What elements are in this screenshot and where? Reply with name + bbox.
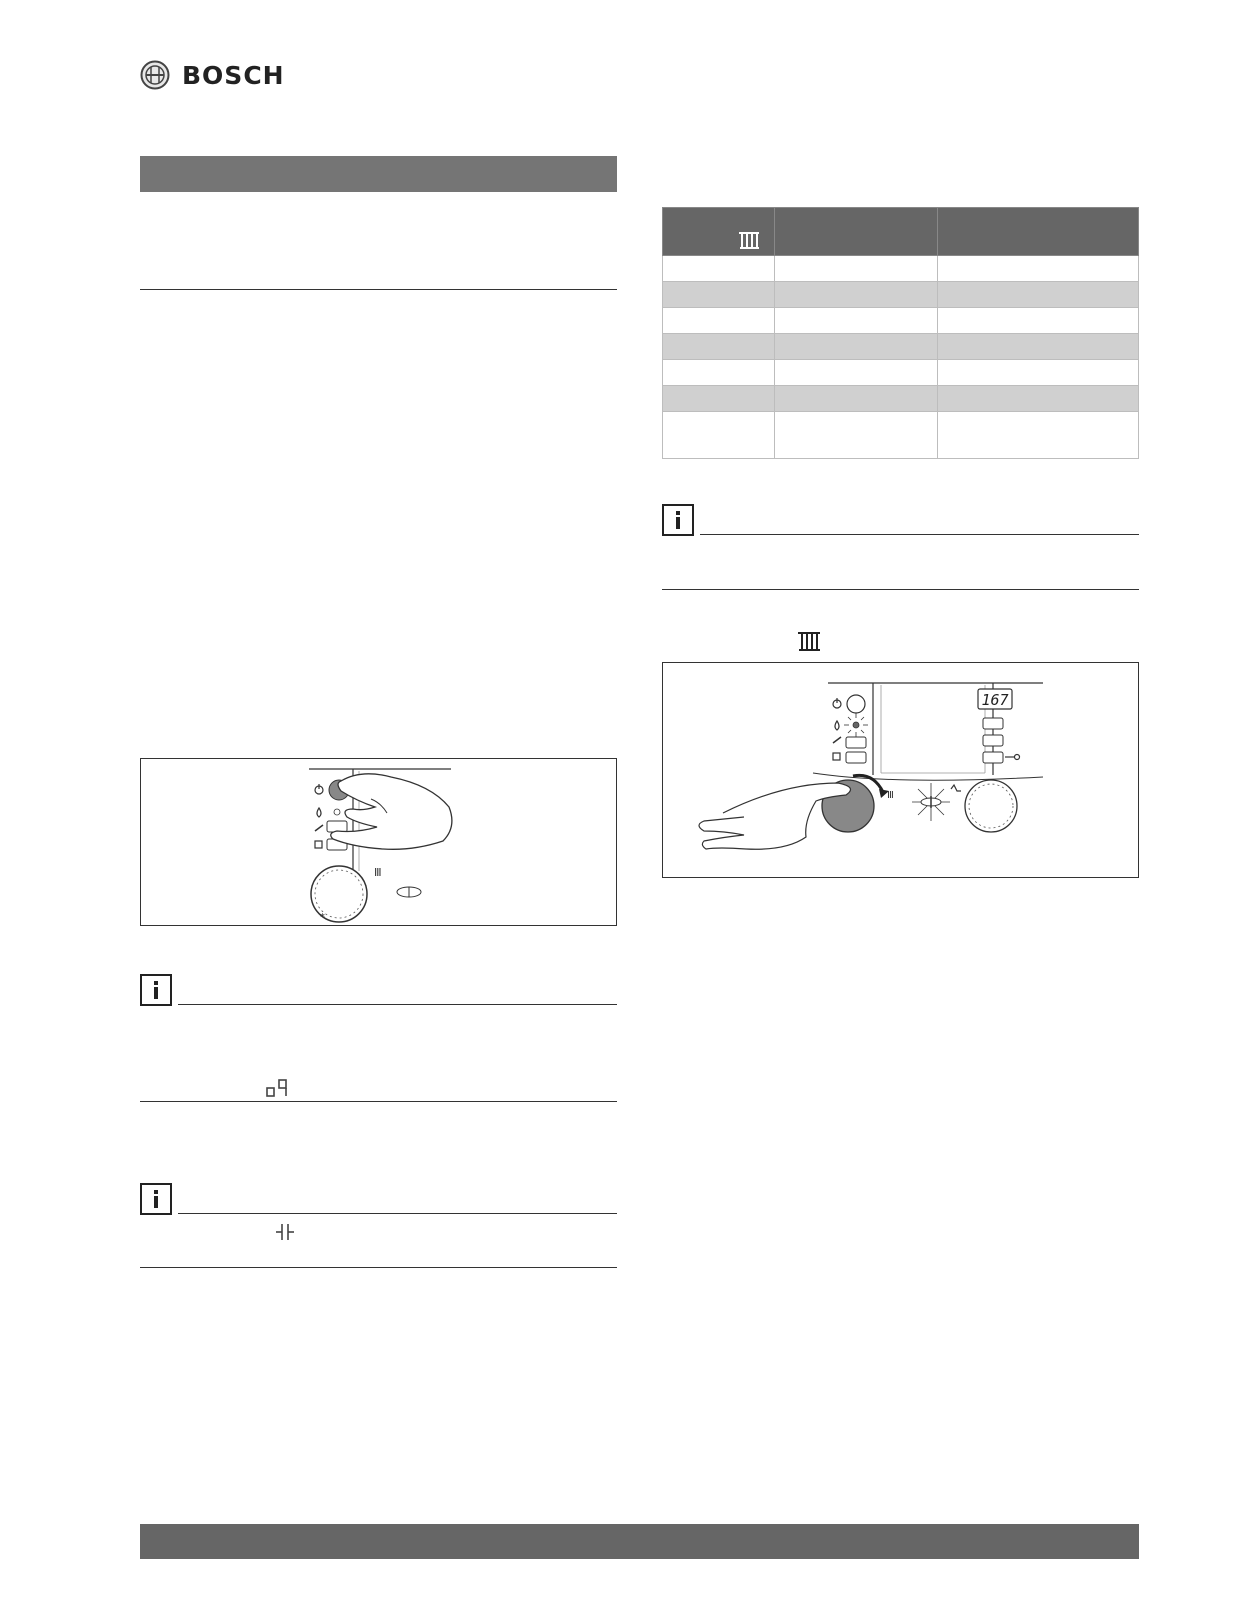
svg-text:Ⅲ: Ⅲ	[887, 790, 894, 801]
figure-control-panel-button	[140, 758, 617, 926]
info-icon	[662, 504, 694, 536]
heating-dial-illustration	[663, 663, 1138, 877]
blinking-led-icon	[844, 713, 868, 737]
settings-table	[662, 207, 1139, 459]
divider	[662, 589, 1139, 590]
blinking-indicator-icon	[912, 783, 950, 821]
table-row	[663, 412, 1139, 459]
info-icon	[140, 974, 172, 1006]
info-icon	[140, 1183, 172, 1215]
table-header-row	[663, 208, 1139, 256]
table-row	[663, 256, 1139, 282]
note-rule	[178, 1213, 617, 1214]
divider	[140, 289, 617, 290]
display-readout: 167	[981, 691, 1009, 709]
radiator-icon	[738, 231, 760, 249]
section-header-bar	[140, 156, 617, 192]
brand-name: BOSCH	[182, 60, 285, 90]
figure-heating-dial	[662, 662, 1139, 878]
svg-text:*: *	[320, 912, 325, 923]
table-row	[663, 334, 1139, 360]
note-rule	[700, 534, 1139, 535]
divider	[140, 1101, 617, 1102]
bosch-armature-icon	[140, 60, 170, 90]
table-row	[663, 360, 1139, 386]
display-symbol-icon	[273, 1221, 297, 1248]
table-row	[663, 386, 1139, 412]
table-row	[663, 282, 1139, 308]
radiator-icon	[797, 631, 821, 651]
table-row	[663, 308, 1139, 334]
note-rule	[178, 1004, 617, 1005]
divider	[140, 1267, 617, 1268]
footer-bar	[140, 1524, 1139, 1559]
control-panel-illustration	[141, 759, 616, 925]
svg-text:Ⅲ: Ⅲ	[374, 866, 382, 879]
brand-logo	[140, 60, 285, 90]
